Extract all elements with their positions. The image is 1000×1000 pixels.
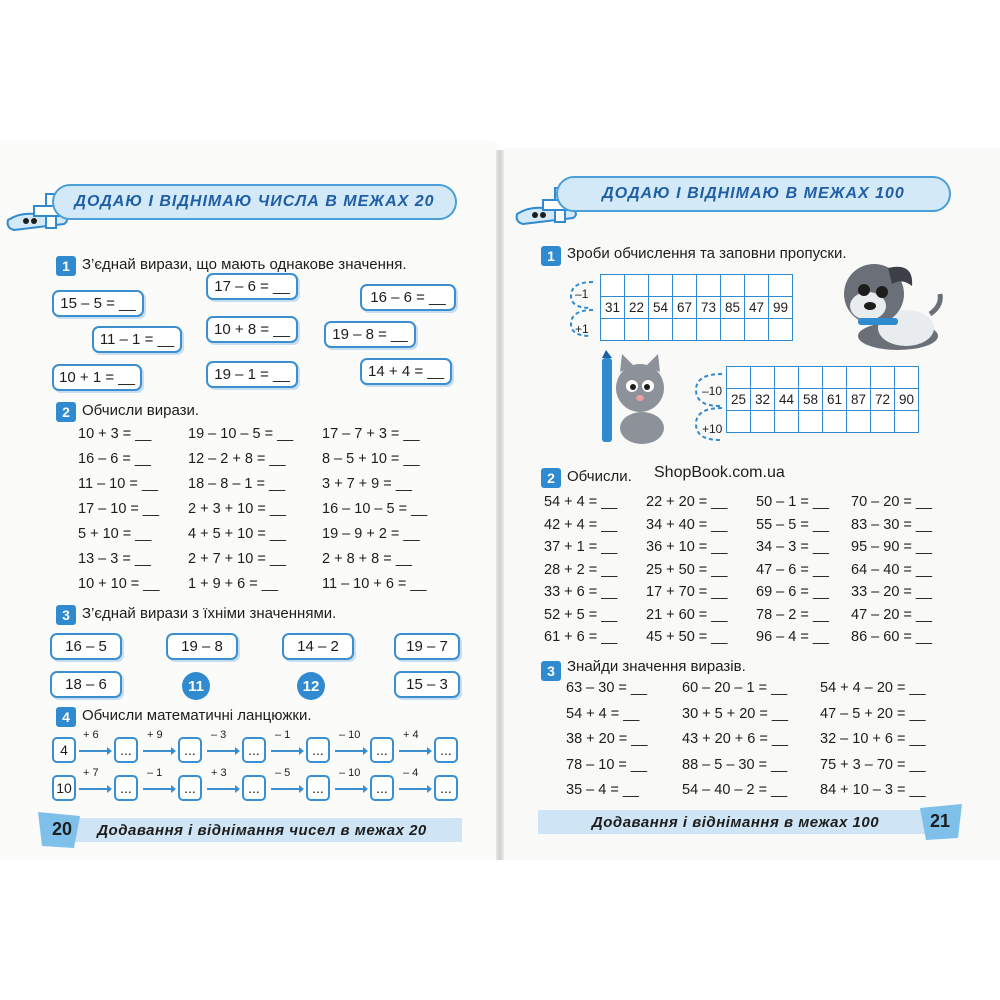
exercise[interactable]: 54 – 40 – 2 = __ — [682, 782, 788, 798]
chain-arrow — [79, 750, 109, 752]
chain-arrow — [207, 750, 237, 752]
exercise[interactable]: 36 + 10 = __ — [646, 539, 728, 555]
task-1-number: 1 — [541, 246, 561, 266]
grid-blank-cell[interactable] — [775, 411, 799, 433]
grid-blank-cell[interactable] — [727, 411, 751, 433]
exercise[interactable]: 70 – 20 = __ — [851, 494, 933, 510]
exercise[interactable]: 2 + 8 + 8 = __ — [322, 551, 412, 567]
exercise[interactable]: 17 + 70 = __ — [646, 584, 728, 600]
exercise[interactable]: 78 – 2 = __ — [756, 606, 829, 623]
cat-illustration-icon — [596, 350, 680, 446]
grid-value-cell: 25 — [727, 389, 751, 411]
chain-arrow — [399, 788, 429, 790]
grid-blank-cell[interactable] — [769, 275, 793, 297]
right-title: ДОДАЮ І ВІДНІМАЮ В МЕЖАХ 100 — [602, 185, 905, 202]
expression-box[interactable]: 15 – 3 — [394, 671, 460, 698]
chain-operation: – 10 — [339, 729, 361, 741]
expression-box[interactable]: 16 – 6 = __ — [360, 284, 456, 311]
dog-illustration-icon — [826, 254, 944, 360]
grid-blank-cell[interactable] — [823, 411, 847, 433]
exercise[interactable]: 69 – 6 = __ — [756, 584, 829, 600]
grid-blank-cell[interactable] — [601, 319, 625, 341]
exercise[interactable]: 47 – 5 + 20 = __ — [820, 705, 926, 722]
grid-op-bottom: +1 — [575, 322, 589, 336]
grid-blank-cell[interactable] — [745, 319, 769, 341]
exercise[interactable]: 5 + 10 = __ — [78, 526, 152, 542]
exercise[interactable]: 33 + 6 = __ — [544, 584, 618, 600]
grid-value-cell: 90 — [895, 389, 919, 411]
exercise[interactable]: 47 – 20 = __ — [851, 606, 933, 623]
exercise[interactable]: 64 – 40 = __ — [851, 561, 933, 578]
chain-blank[interactable]: ... — [434, 737, 458, 763]
expression-box[interactable]: 17 – 6 = __ — [206, 273, 298, 300]
chain-arrow — [143, 788, 173, 790]
chain-arrow — [399, 750, 429, 752]
chain-operation: + 6 — [83, 729, 99, 741]
right-title-banner — [556, 176, 951, 212]
grid-value-cell: 31 — [601, 297, 625, 319]
task-2-text: Обчисли. — [567, 468, 632, 485]
exercise[interactable]: 2 + 3 + 10 = __ — [188, 501, 286, 517]
exercise[interactable]: 30 + 5 + 20 = __ — [682, 705, 789, 722]
exercise[interactable]: 25 + 50 = __ — [646, 561, 728, 578]
exercise[interactable]: 35 – 4 = __ — [566, 782, 639, 798]
grid-arrows-icon — [567, 276, 597, 344]
exercise[interactable]: 2 + 7 + 10 = __ — [188, 551, 286, 567]
number-grid-2 — [726, 366, 919, 433]
grid-value-cell: 85 — [721, 297, 745, 319]
grid-op-bottom: +10 — [702, 422, 723, 436]
task-1-number: 1 — [56, 256, 76, 276]
exercise[interactable]: 1 + 9 + 6 = __ — [188, 576, 278, 592]
left-page-number: 20 — [51, 818, 73, 839]
grid-value-cell: 72 — [871, 389, 895, 411]
chain-arrow — [79, 788, 109, 790]
expression-box[interactable]: 16 – 5 — [50, 633, 122, 660]
grid-arrows-icon — [692, 368, 726, 446]
expression-box[interactable]: 19 – 8 = __ — [324, 321, 416, 348]
exercise[interactable]: 8 – 5 + 10 = __ — [322, 451, 420, 467]
grid-blank-cell[interactable] — [649, 319, 673, 341]
chain-arrow — [271, 788, 301, 790]
task-3-text: З’єднай вирази з їхніми значеннями. — [82, 605, 337, 622]
chain-start: 4 — [52, 737, 76, 763]
exercise[interactable]: 18 – 8 – 1 = __ — [188, 476, 286, 492]
exercise[interactable]: 17 – 10 = __ — [78, 501, 160, 517]
grid-value-cell: 54 — [649, 297, 673, 319]
chain-blank[interactable]: ... — [114, 775, 138, 801]
task-1-text: Зроби обчислення та заповни пропуски. — [567, 245, 847, 262]
exercise[interactable]: 96 – 4 = __ — [756, 629, 829, 645]
exercise[interactable]: 37 + 1 = __ — [544, 539, 618, 555]
grid-value-cell: 73 — [697, 297, 721, 319]
grid-op-top: –10 — [702, 384, 723, 398]
exercise[interactable]: 54 + 4 = __ — [566, 705, 640, 722]
exercise[interactable]: 19 – 10 – 5 = __ — [188, 426, 294, 442]
chain-arrow — [271, 750, 301, 752]
grid-blank-cell[interactable] — [799, 367, 823, 389]
exercise[interactable]: 10 + 3 = __ — [78, 426, 152, 442]
chain-operation: – 1 — [147, 767, 163, 779]
chain-start: 10 — [52, 775, 76, 801]
chain-operation: + 4 — [403, 729, 419, 741]
exercise[interactable]: 32 – 10 + 6 = __ — [820, 731, 926, 747]
exercise[interactable]: 55 – 5 = __ — [756, 516, 829, 533]
exercise[interactable]: 61 + 6 = __ — [544, 629, 618, 645]
grid-blank-cell[interactable] — [727, 367, 751, 389]
task-1-text: З’єднай вирази, що мають однакове значення. — [82, 256, 407, 273]
chain-operation: – 1 — [275, 729, 291, 741]
exercise[interactable]: 16 – 10 – 5 = __ — [322, 501, 428, 517]
chain-operation: + 9 — [147, 729, 163, 741]
left-title: ДОДАЮ І ВІДНІМАЮ ЧИСЛА В МЕЖАХ 20 — [74, 193, 435, 210]
exercise[interactable]: 4 + 5 + 10 = __ — [188, 526, 286, 542]
chain-blank[interactable]: ... — [242, 737, 266, 763]
exercise[interactable]: 28 + 2 = __ — [544, 561, 618, 578]
grid-blank-cell[interactable] — [847, 367, 871, 389]
grid-blank-cell[interactable] — [649, 275, 673, 297]
task-4-text: Обчисли математичні ланцюжки. — [82, 707, 312, 724]
grid-blank-cell[interactable] — [625, 319, 649, 341]
exercise[interactable]: 10 + 10 = __ — [78, 576, 160, 592]
expression-box[interactable]: 10 + 8 = __ — [206, 316, 298, 343]
grid-blank-cell[interactable] — [823, 367, 847, 389]
chain-arrow — [335, 750, 365, 752]
grid-blank-cell[interactable] — [751, 367, 775, 389]
grid-op-top: –1 — [575, 287, 589, 301]
expression-box[interactable]: 11 – 1 = __ — [92, 326, 182, 353]
exercise[interactable]: 33 – 20 = __ — [851, 584, 933, 600]
grid-blank-cell[interactable] — [697, 319, 721, 341]
chain-arrow — [207, 788, 237, 790]
grid-blank-cell[interactable] — [871, 367, 895, 389]
exercise[interactable]: 88 – 5 – 30 = __ — [682, 756, 788, 773]
exercise[interactable]: 19 – 9 + 2 = __ — [322, 526, 420, 542]
chain-blank[interactable]: ... — [114, 737, 138, 763]
left-footer: Додавання і віднімання чисел в межах 20 — [62, 818, 462, 842]
exercise[interactable]: 83 – 30 = __ — [851, 516, 933, 533]
chain-operation: – 5 — [275, 767, 291, 779]
right-footer: Додавання і віднімання в межах 100 — [538, 810, 933, 834]
exercise[interactable]: 63 – 30 = __ — [566, 680, 648, 696]
grid-value-cell: 47 — [745, 297, 769, 319]
expression-box[interactable]: 18 – 6 — [50, 671, 122, 698]
exercise[interactable]: 78 – 10 = __ — [566, 756, 648, 773]
task-2-number: 2 — [56, 402, 76, 422]
grid-blank-cell[interactable] — [775, 367, 799, 389]
expression-box[interactable]: 10 + 1 = __ — [52, 364, 142, 391]
chain-blank[interactable]: ... — [306, 737, 330, 763]
grid-blank-cell[interactable] — [871, 411, 895, 433]
chain-blank[interactable]: ... — [242, 775, 266, 801]
exercise[interactable]: 22 + 20 = __ — [646, 494, 728, 510]
grid-blank-cell[interactable] — [721, 275, 745, 297]
value-circle[interactable]: 11 — [182, 672, 210, 700]
grid-value-cell: 87 — [847, 389, 871, 411]
grid-value-cell: 61 — [823, 389, 847, 411]
chain-arrow — [143, 750, 173, 752]
chain-operation: + 7 — [83, 767, 99, 779]
chain-operation: – 10 — [339, 767, 361, 779]
chain-blank[interactable]: ... — [178, 737, 202, 763]
grid-blank-cell[interactable] — [601, 275, 625, 297]
chain-operation: – 3 — [211, 729, 227, 741]
expression-box[interactable]: 19 – 1 = __ — [206, 361, 298, 388]
chain-arrow — [335, 788, 365, 790]
task-3-number: 3 — [56, 605, 76, 625]
grid-blank-cell[interactable] — [745, 275, 769, 297]
task-4-number: 4 — [56, 707, 76, 727]
chain-operation: + 3 — [211, 767, 227, 779]
right-page-number: 21 — [929, 810, 951, 831]
grid-blank-cell[interactable] — [895, 411, 919, 433]
exercise[interactable]: 17 – 7 + 3 = __ — [322, 426, 420, 442]
grid-value-cell: 32 — [751, 389, 775, 411]
exercise[interactable]: 47 – 6 = __ — [756, 561, 829, 578]
expression-box[interactable]: 14 – 2 — [282, 633, 354, 660]
grid-blank-cell[interactable] — [721, 319, 745, 341]
exercise[interactable]: 45 + 50 = __ — [646, 629, 728, 645]
exercise[interactable]: 75 + 3 – 70 = __ — [820, 756, 926, 773]
grid-value-cell: 44 — [775, 389, 799, 411]
task-3-number: 3 — [541, 661, 561, 681]
task-2-number: 2 — [541, 468, 561, 488]
exercise[interactable]: 86 – 60 = __ — [851, 629, 933, 645]
task-2-text: Обчисли вирази. — [82, 402, 200, 419]
expression-box[interactable]: 14 + 4 = __ — [360, 358, 452, 385]
exercise[interactable]: 21 + 60 = __ — [646, 606, 728, 623]
grid-value-cell: 67 — [673, 297, 697, 319]
exercise[interactable]: 12 – 2 + 8 = __ — [188, 451, 286, 467]
watermark: ShopBook.com.ua — [654, 464, 785, 481]
exercise[interactable]: 50 – 1 = __ — [756, 494, 829, 510]
left-title-banner — [52, 184, 457, 220]
exercise[interactable]: 11 – 10 + 6 = __ — [322, 576, 427, 592]
grid-blank-cell[interactable] — [673, 319, 697, 341]
grid-blank-cell[interactable] — [625, 275, 649, 297]
exercise[interactable]: 38 + 20 = __ — [566, 731, 648, 747]
expression-box[interactable]: 19 – 8 — [166, 633, 238, 660]
exercise[interactable]: 34 – 3 = __ — [756, 539, 829, 555]
expression-box[interactable]: 19 – 7 — [394, 633, 460, 660]
grid-blank-cell[interactable] — [799, 411, 823, 433]
exercise[interactable]: 60 – 20 – 1 = __ — [682, 680, 788, 696]
value-circle[interactable]: 12 — [297, 672, 325, 700]
chain-blank[interactable]: ... — [178, 775, 202, 801]
exercise[interactable]: 16 – 6 = __ — [78, 451, 151, 467]
grid-blank-cell[interactable] — [751, 411, 775, 433]
exercise[interactable]: 43 + 20 + 6 = __ — [682, 731, 789, 747]
grid-value-cell: 22 — [625, 297, 649, 319]
exercise[interactable]: 52 + 5 = __ — [544, 606, 618, 623]
chain-operation: – 4 — [403, 767, 419, 779]
chain-blank[interactable]: ... — [434, 775, 458, 801]
book-fold — [496, 150, 504, 860]
grid-value-cell: 58 — [799, 389, 823, 411]
exercise[interactable]: 95 – 90 = __ — [851, 539, 933, 555]
task-3-text: Знайди значення виразів. — [567, 658, 746, 675]
grid-blank-cell[interactable] — [697, 275, 721, 297]
exercise[interactable]: 84 + 10 – 3 = __ — [820, 782, 926, 798]
grid-value-cell: 99 — [769, 297, 793, 319]
grid-blank-cell[interactable] — [895, 367, 919, 389]
chain-blank[interactable]: ... — [370, 775, 394, 801]
exercise[interactable]: 11 – 10 = __ — [78, 476, 158, 492]
chain-blank[interactable]: ... — [306, 775, 330, 801]
grid-blank-cell[interactable] — [769, 319, 793, 341]
exercise[interactable]: 54 + 4 – 20 = __ — [820, 680, 926, 696]
number-grid-1 — [600, 274, 793, 341]
grid-blank-cell[interactable] — [847, 411, 871, 433]
exercise[interactable]: 13 – 3 = __ — [78, 551, 151, 567]
exercise[interactable]: 34 + 40 = __ — [646, 516, 728, 533]
expression-box[interactable]: 15 – 5 = __ — [52, 290, 144, 317]
grid-blank-cell[interactable] — [673, 275, 697, 297]
exercise[interactable]: 42 + 4 = __ — [544, 516, 618, 533]
exercise[interactable]: 54 + 4 = __ — [544, 494, 618, 510]
exercise[interactable]: 3 + 7 + 9 = __ — [322, 476, 412, 492]
chain-blank[interactable]: ... — [370, 737, 394, 763]
